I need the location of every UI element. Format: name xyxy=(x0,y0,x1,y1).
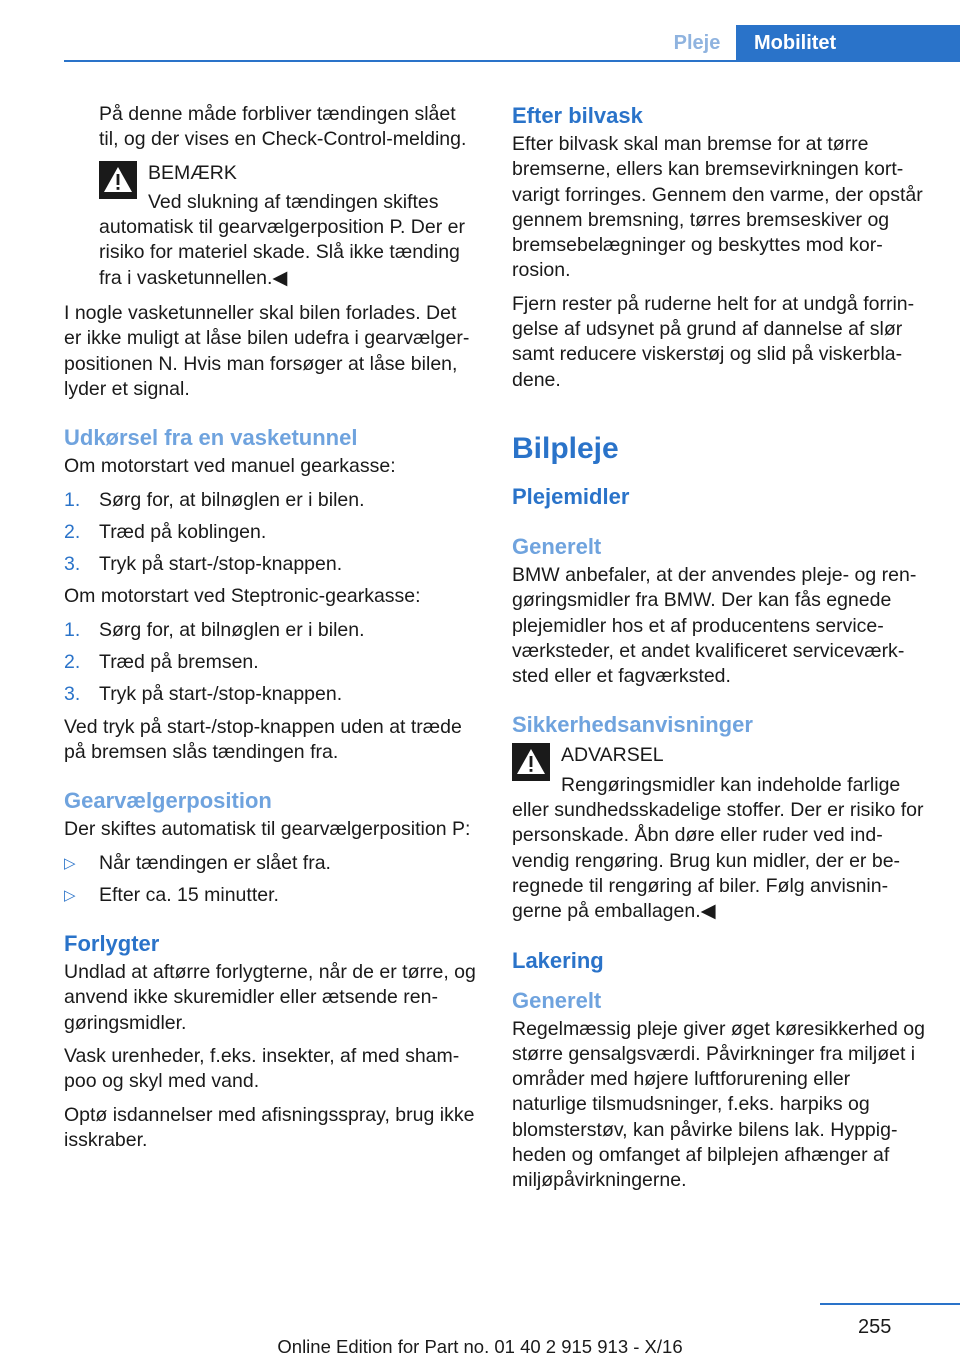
generelt-paragraph-1: BMW anbefaler, at der anvendes pleje- og rengøringsmidler fra BMW. Der kan fås egnede plejemidler hos et af producentens serviceværksteder, et andet kvalificeret serviceværksted eller et fagværksted. xyxy=(512,563,917,688)
heading-bilpleje: Bilpleje xyxy=(512,431,619,465)
list-item: 2. Træd på bremsen. xyxy=(64,651,259,674)
tab-pleje[interactable]: Pleje xyxy=(673,32,721,54)
note-block xyxy=(64,161,478,291)
heading-plejemidler: Plejemidler xyxy=(512,483,630,509)
generelt-paragraph-2: Regelmæssig pleje giver øget køresikkerhed og større gensalgsværdi. Påvirkninger fra miljøet i områder med højere luftforurening eller naturlige tilsmudsninger, f.eks. harpiks og blomsterstøv, kan påvirke bilens lak. Hyppigheden og omfanget af bilplejen afhænger af miljøpåvirkningerne. xyxy=(512,1017,925,1192)
left-column xyxy=(64,102,478,1161)
list-item: ▷ Når tændingen er slået fra. xyxy=(64,851,478,876)
steptronic-intro: Om motorstart ved Steptronic-gearkasse: xyxy=(64,585,421,608)
warning-text: Rengøringsmidler kan indeholde farlige eller sundhedsskadelige stoffer. Der er risiko for personskade. Åbn døre eller ruder ved indvendig rengøring. Brug kun midler, der er beregnede til rengøring af biler. Følg anvisningerne på emballagen.◀ xyxy=(512,773,924,923)
list-item: 1. Sørg for, at bilnøglen er i bilen. xyxy=(64,618,365,641)
forlygter-paragraph-3: Optø isdannelser med afisningsspray, brug ikke isskraber. xyxy=(64,1103,475,1151)
footer-edition: Online Edition for Part no. 01 40 2 915 913 - X/16 xyxy=(277,1336,683,1357)
list-item: ▷ Efter ca. 15 minutter. xyxy=(64,883,478,908)
page-number-rule xyxy=(820,1303,960,1305)
warning-triangle-icon xyxy=(99,161,137,199)
list-item: 3. Tryk på start-/stop-knappen. xyxy=(64,683,343,706)
heading-generelt-2: Generelt xyxy=(512,987,602,1013)
manual-intro: Om motorstart ved manuel gearkasse: xyxy=(64,455,396,478)
right-column xyxy=(512,102,928,1202)
gear-list xyxy=(64,851,478,909)
note-text: Ved slukning af tændingen skiftes automatisk til gearvælgerposition P. Der er risiko for materiel skade. Slå ikke tænding fra i vasketunnellen.◀ xyxy=(99,190,465,289)
warning-triangle-icon xyxy=(512,743,550,781)
page-number: 255 xyxy=(858,1316,892,1338)
efter-paragraph-2: Fjern rester på ruderne helt for at undgå forringelse af udsynet på grund af dannelse af slør samt reducere viskerstøj og slid på viskerbladene. xyxy=(512,292,915,391)
list-item: 1. Sørg for, at bilnøglen er i bilen. xyxy=(64,488,365,511)
heading-udkorsel: Udkørsel fra en vasketunnel xyxy=(64,425,358,451)
tab-mobilitet[interactable]: Mobilitet xyxy=(736,25,960,61)
heading-sikkerhedsanvisninger: Sikkerhedsanvisninger xyxy=(512,712,753,738)
heading-forlygter: Forlygter xyxy=(64,931,160,957)
paragraph-vasketunneller: I nogle vasketunneller skal bilen forlades. Det er ikke muligt at låse bilen udefra i gearvælgerpositionen N. Hvis man forsøger at låse bilen, lyder et signal. xyxy=(64,302,470,400)
triangle-right-icon: ▷ xyxy=(64,854,76,872)
steptronic-steps-list xyxy=(64,618,478,708)
list-item: 2. Træd på koblingen. xyxy=(64,520,267,543)
heading-lakering: Lakering xyxy=(512,947,604,973)
paragraph-start-stop: Ved tryk på start-/stop-knappen uden at træde på bremsen slås tændingen fra. xyxy=(64,715,462,763)
warning-label: ADVARSEL xyxy=(561,744,664,767)
gear-text: Der skiftes automatisk til gearvælgerposition P: xyxy=(64,818,471,841)
warning-block xyxy=(512,743,928,924)
manual-steps-list xyxy=(64,488,478,578)
forlygter-paragraph-2: Vask urenheder, f.eks. insekter, af med shampoo og skyl med vand. xyxy=(64,1045,460,1093)
header-rule xyxy=(64,60,960,62)
heading-gearvaelgerposition: Gearvælgerposition xyxy=(64,788,272,814)
list-item: 3. Tryk på start-/stop-knappen. xyxy=(64,553,343,576)
forlygter-paragraph-1: Undlad at aftørre forlygterne, når de er tørre, og anvend ikke skuremidler eller ætsende rengøringsmidler. xyxy=(64,961,476,1034)
intro-paragraph: På denne måde forbliver tændingen slået til, og der vises en Check-Control-melding. xyxy=(99,103,467,151)
heading-generelt-1: Generelt xyxy=(512,533,602,559)
efter-paragraph-1: Efter bilvask skal man bremse for at tørre bremserne, ellers kan bremsevirkningen kortvarigt forringes. Gennem den varme, der opstår gennem bremsning, tørres bremseskiver og bremsebelægninger og beskyttes mod korrosion. xyxy=(512,133,923,282)
triangle-right-icon: ▷ xyxy=(64,886,76,904)
heading-efter-bilvask: Efter bilvask xyxy=(512,103,643,128)
note-label: BEMÆRK xyxy=(148,161,237,184)
